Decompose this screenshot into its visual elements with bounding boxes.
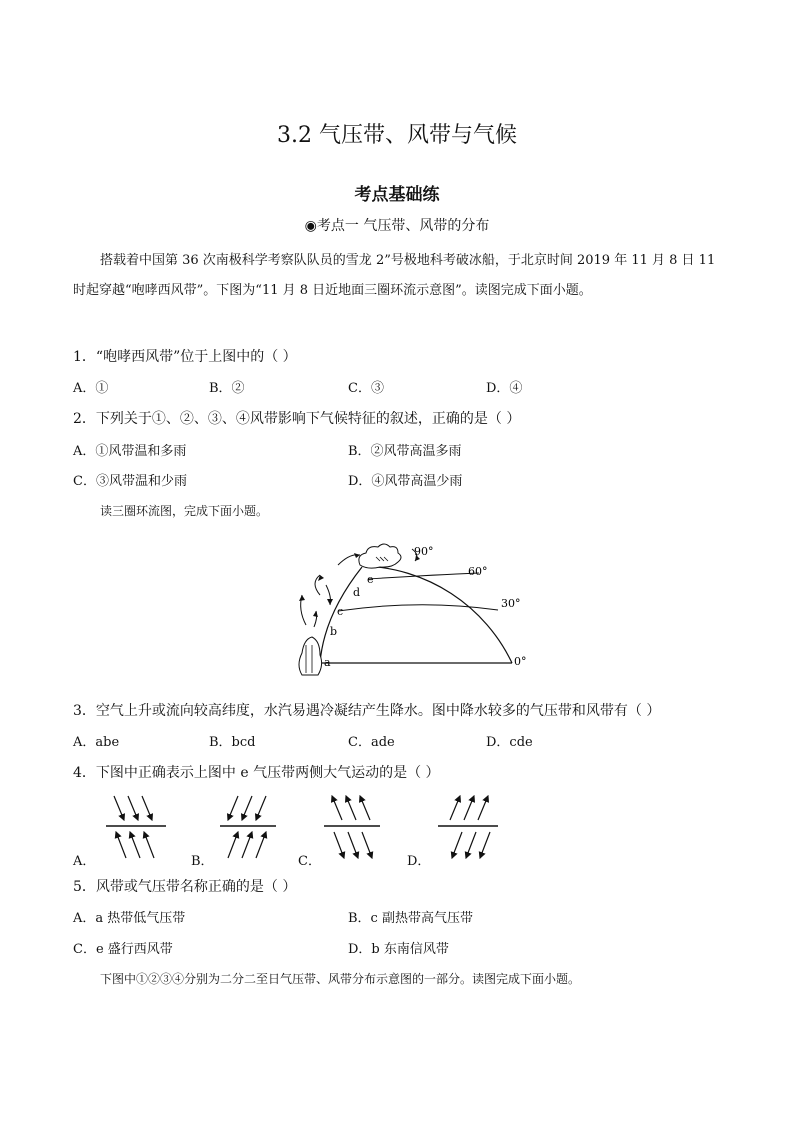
q4-option-a[interactable]: A． xyxy=(73,854,96,869)
topic-heading: ◉考点一 气压带、风带的分布 xyxy=(304,218,490,234)
question-3-stem: 3．空气上升或流向较高纬度，水汽易遇冷凝结产生降水。图中降水较多的气压带和风带有（ ） xyxy=(73,703,661,719)
intro-line-1: 搭载着中国第 36 次南极科学考察队队员的雪龙 2”号极地科考破冰船，于北京时间 2019 年 11 月 8 日 11 xyxy=(100,253,716,268)
q4-figure-d xyxy=(438,796,498,858)
q5-option-b[interactable]: B．c 副热带高气压带 xyxy=(348,911,473,926)
question-4-stem: 4．下图中正确表示上图中 e 气压带两侧大气运动的是（ ） xyxy=(73,765,440,781)
question-5-stem: 5．风带或气压带名称正确的是（ ） xyxy=(73,879,297,895)
q5-option-d[interactable]: D．b 东南信风带 xyxy=(348,942,449,957)
q5-option-c[interactable]: C．e 盛行西风带 xyxy=(73,942,173,957)
intro-2: 读三圈环流图，完成下面小题。 xyxy=(100,504,269,518)
cloud-icon xyxy=(359,544,401,568)
point-label-a: a xyxy=(324,656,331,669)
q1-option-b[interactable]: B．② xyxy=(209,381,245,396)
lat-label-0: 0° xyxy=(514,655,527,668)
q1-option-c[interactable]: C．③ xyxy=(348,381,384,396)
q4-figure-b xyxy=(220,796,276,858)
circulation-diagram xyxy=(280,535,540,685)
q4-option-b[interactable]: B． xyxy=(191,854,214,869)
question-2-stem: 2．下列关于①、②、③、④风带影响下气候特征的叙述，正确的是（ ） xyxy=(73,411,521,427)
q3-option-d[interactable]: D．cde xyxy=(486,735,533,750)
q3-option-b[interactable]: B．bcd xyxy=(209,735,256,750)
point-label-c: c xyxy=(337,605,344,618)
q2-option-b[interactable]: B．②风带高温多雨 xyxy=(348,444,462,459)
q1-option-d[interactable]: D．④ xyxy=(486,381,523,396)
tropical-cloud-icon xyxy=(299,637,322,675)
q3-option-a[interactable]: A．abe xyxy=(73,735,120,750)
q4-figure-a xyxy=(106,796,166,858)
page-title: 3.2 气压带、风带与气候 xyxy=(277,123,517,148)
q2-option-a[interactable]: A．①风带温和多雨 xyxy=(73,444,187,459)
intro-line-2: 时起穿越“咆哮西风带”。下图为“11 月 8 日近地面三圈环流示意图”。读图完成下面小题。 xyxy=(73,283,592,298)
intro-3: 下图中①②③④分别为二分二至日气压带、风带分布示意图的一部分。读图完成下面小题。 xyxy=(100,972,581,986)
earth-arc xyxy=(363,566,512,663)
q2-option-c[interactable]: C．③风带温和少雨 xyxy=(73,474,187,489)
q4-option-c[interactable]: C． xyxy=(298,854,321,869)
latitude-60-line xyxy=(368,573,479,579)
section-heading: 考点基础练 xyxy=(354,185,440,205)
point-label-b: b xyxy=(330,625,338,638)
q4-figure-c xyxy=(324,796,380,858)
q3-option-c[interactable]: C．ade xyxy=(348,735,395,750)
lat-label-30: 30° xyxy=(501,597,521,610)
q5-option-a[interactable]: A．a 热带低气压带 xyxy=(73,911,186,926)
question-1-stem: 1．“咆哮西风带”位于上图中的（ ） xyxy=(73,349,297,365)
latitude-30-line xyxy=(338,605,498,611)
lat-label-90: 90° xyxy=(414,545,434,558)
q4-option-d[interactable]: D． xyxy=(407,854,431,869)
lat-label-60: 60° xyxy=(468,565,488,578)
point-label-d: d xyxy=(353,586,361,599)
q2-option-d[interactable]: D．④风带高温少雨 xyxy=(348,474,463,489)
q1-option-a[interactable]: A．① xyxy=(73,381,109,396)
point-label-e: e xyxy=(367,573,374,586)
